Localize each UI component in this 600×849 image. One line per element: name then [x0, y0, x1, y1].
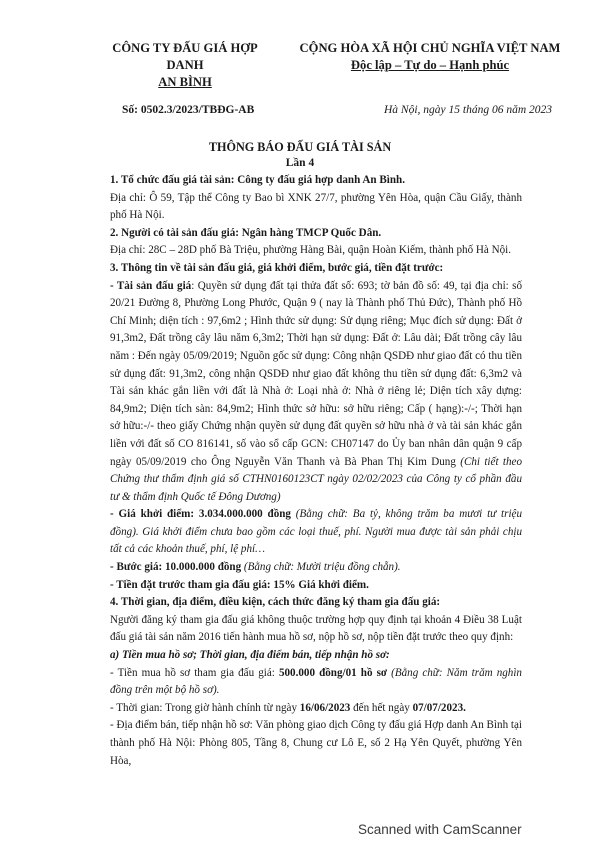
document-fee — [110, 665, 522, 700]
org-name-line2: AN BÌNH — [158, 75, 212, 89]
time-mid: đến hết ngày — [350, 701, 413, 714]
section-2-address: Địa chỉ: 28C – 28D phố Bà Triệu, phường Hàng Bài, quận Hoàn Kiếm, thành phố Hà Nội. — [110, 244, 512, 257]
time-to: 07/07/2023. — [412, 701, 466, 714]
national-header — [282, 40, 578, 74]
nation-name: CỘNG HÒA XÃ HỘI CHỦ NGHĨA VIỆT NAM — [299, 41, 561, 55]
sale-time — [110, 700, 522, 718]
fee-words: (Bằng chữ: Năm trăm nghìn đồng trên một bộ hồ sơ). — [110, 666, 522, 697]
document-title: THÔNG BÁO ĐẤU GIÁ TÀI SẢN — [208, 140, 392, 154]
starting-price — [110, 506, 522, 559]
nation-motto: Độc lập – Tự do – Hạnh phúc — [350, 58, 510, 72]
document-number: Số: 0502.3/2023/TBĐG-AB — [122, 104, 255, 116]
price-step-words: (Bằng chữ: Mười triệu đồng chẵn). — [241, 561, 401, 574]
time-prefix: - Thời gian: Trong giờ hành chính từ ngày — [110, 701, 300, 714]
document-subtitle: Lần 4 — [285, 157, 315, 169]
scanner-watermark: Scanned with CamScanner — [358, 822, 522, 837]
section-2-heading: 2. Người có tài sản đấu giá: Ngân hàng TMCP Quốc Dân. — [110, 226, 382, 239]
asset-text: : Quyền sử dụng đất tại thửa đất số: 693; tờ bản đồ số: 49, tại địa chỉ: số 20/21 Đường 8, Phường Long Phước, Quận 9 ( nay là Thành phố Thủ Đức), Thành phố Hồ Chí Minh; diện tích : 97,6m2 ; Hình thức sử dụng: Sử dụng riêng; Mục đích sử dụng: Đất ở 91,3m2, Đất trồng cây lâu năm 6,3m2; Thời hạn sử dụng: Đất ở: Lâu dài; Đất trồng cây lâu năm : Đến ngày 05/09/2019; Nguồn gốc sử dụng: Công nhận QSDĐ như giao đất có thu tiền sử dụng đất: 91,3m2, công nhận QSDĐ như giao đất không thu tiền sử dụng đất: 6,3m2 và Tài sản khác gắn liền với đất là Nhà ở: Loại nhà ở: Nhà ở riêng lẻ; Diện tích xây dựng: 84,9m2; Diện tích sàn: 84,9m2; Hình thức sở hữu: sở hữu riêng; Cấp ( hạng):-/-; Thời hạn sở hữu:-/- theo giấy Chứng nhận quyền sử dụng đất quyền sở hữu nhà ở và tài sản khác gắn liền với đất số CO 816141, số vào sổ cấp GCN: CH07147 do Ủy ban nhân dân quận 9 cấp ngày 05/09/2019 cho Ông Nguyễn Văn Thanh và Bà Phan Thị Kim Dung — [110, 279, 522, 468]
section-1-heading: 1. Tổ chức đấu giá tài sản: Công ty đấu giá hợp danh An Bình. — [110, 174, 405, 186]
sale-place: - Địa điểm bán, tiếp nhận hồ sơ: Văn phòng giao dịch Công ty đấu giá Hợp danh An Bình tại thành phố Hà Nội: Phòng 805, Tầng 8, Chung cư Lô E, số 2 Hạ Yên Quyết, phường Yên Hòa, — [110, 719, 522, 767]
section-4a-heading: a) Tiền mua hồ sơ; Thời gian, địa điểm bán, tiếp nhận hồ sơ: — [110, 649, 390, 662]
org-name-line1: CÔNG TY ĐẤU GIÁ HỢP DANH — [112, 41, 258, 72]
asset-description — [110, 278, 522, 507]
starting-price-words: (Bằng chữ: Ba tỷ, không trăm ba mươi tư triệu đồng). Giá khởi điểm chưa bao gồm các loại thuế, phí. Người mua được tài sản phải chịu tất cả các khoản thuế, phí, lệ phí… — [110, 508, 522, 556]
starting-price-label: - Giá khởi điểm: 3.034.000.000 đồng — [110, 508, 291, 521]
fee-prefix: - Tiền mua hồ sơ tham gia đấu giá: — [110, 666, 279, 679]
section-4-intro: Người đăng ký tham gia đấu giá không thuộc trường hợp quy định tại khoản 4 Điều 38 Luật đấu giá tài sản năm 2016 tiến hành mua hồ sơ, nộp hồ sơ, nộp tiền đặt trước theo quy định: — [110, 613, 522, 644]
document-body — [110, 172, 522, 770]
organization-header — [100, 40, 270, 91]
time-from: 16/06/2023 — [299, 701, 351, 714]
section-4-heading: 4. Thời gian, địa điểm, điều kiện, cách thức đăng ký tham gia đấu giá: — [110, 596, 441, 609]
fee-amount: 500.000 đồng/01 hồ sơ — [278, 666, 388, 679]
asset-appraisal-note: (Chi tiết theo Chứng thư thẩm định giá số CTHN0160123CT ngày 02/02/2023 của Công ty cổ phần đầu tư & thẩm định Quốc tế Đông Dương) — [110, 455, 522, 503]
document-date: Hà Nội, ngày 15 tháng 06 năm 2023 — [384, 104, 553, 116]
deposit-amount: - Tiền đặt trước tham gia đấu giá: 15% Giá khởi điểm. — [110, 578, 369, 591]
price-step — [110, 559, 522, 577]
price-step-label: - Bước giá: 10.000.000 đồng — [110, 561, 242, 574]
section-1-address: Địa chỉ: Ô 59, Tập thể Công ty Bao bì XNK 27/7, phường Yên Hòa, quận Cầu Giấy, thành phố Hà Nội. — [110, 191, 522, 222]
section-3-heading: 3. Thông tin về tài sản đấu giá, giá khởi điểm, bước giá, tiền đặt trước: — [110, 261, 444, 274]
asset-label: - Tài sản đấu giá — [110, 279, 192, 292]
